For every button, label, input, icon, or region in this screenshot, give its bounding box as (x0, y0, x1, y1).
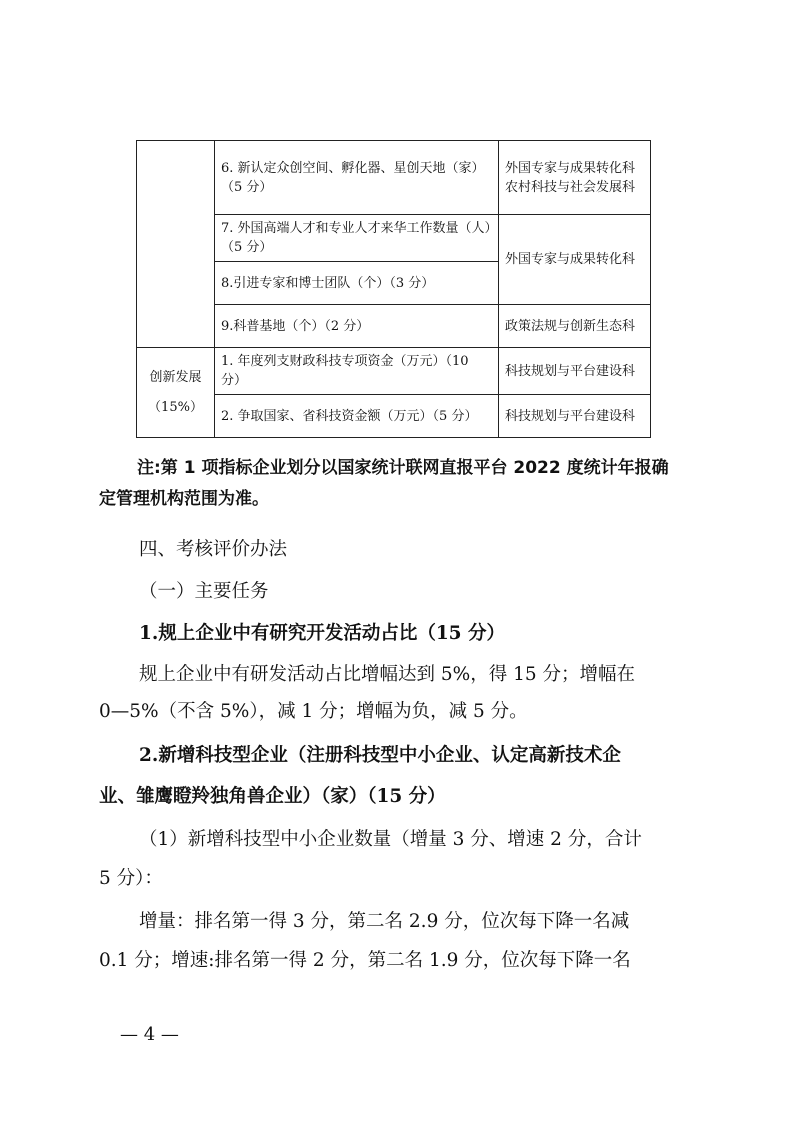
indicator-table (136, 140, 651, 438)
page-number: — 4 — (120, 1024, 179, 1045)
category-cell-empty (137, 141, 215, 348)
department-cell: 科技规划与平台建设科 (499, 348, 651, 395)
item-2-title: 2.新增科技型企业（注册科技型中小企业、认定高新技术企 (139, 745, 621, 766)
table-row (137, 305, 651, 348)
section-title-text: 四、考核评价办法 (139, 539, 288, 560)
item-2 (99, 740, 691, 976)
category-cell (137, 348, 215, 438)
item-1-line: 规上企业中有研发活动占比增幅达到 5%，得 15 分；增幅在 (139, 664, 636, 685)
item-2-sub1: （1）新增科技型中小企业数量（增量 3 分、增速 2 分，合计 (139, 829, 642, 850)
section-title (99, 534, 691, 565)
item-2-sub1: 5 分）： (99, 868, 163, 889)
department-cell: 外国专家与成果转化科 (499, 215, 651, 305)
department-cell: 科技规划与平台建设科 (499, 395, 651, 438)
item-1-line: 0—5%（不含 5%），减 1 分；增幅为负，减 5 分。 (99, 701, 528, 722)
note-line: 注:第 1 项指标企业划分以国家统计联网直报平台 2022 度统计年报确 (137, 458, 669, 478)
indicator-cell: 6. 新认定众创空间、孵化器、星创天地（家）（5 分） (215, 141, 499, 215)
table-note (99, 453, 691, 515)
department-line: 外国专家与成果转化科 农村科技与社会发展科 (505, 160, 636, 195)
indicator-cell: 2. 争取国家、省科技资金额（万元）（5 分） (215, 395, 499, 438)
department-cell: 政策法规与创新生态科 (499, 305, 651, 348)
table-row (137, 395, 651, 438)
item-2-detail: 0.1 分；增速:排名第一得 2 分，第二名 1.9 分，位次每下降一名 (99, 950, 631, 971)
item-1 (99, 618, 691, 727)
item-1-title: 1.规上企业中有研究开发活动占比（15 分） (139, 623, 505, 644)
subsection-title-text: （一）主要任务 (139, 581, 269, 602)
note-line: 定管理机构范围为准。 (99, 489, 269, 509)
table-row (137, 215, 651, 262)
table-row (137, 141, 651, 215)
category-name: 创新发展 (149, 369, 202, 385)
department-cell (499, 141, 651, 215)
subsection-title (99, 576, 691, 607)
table-row (137, 348, 651, 395)
indicator-cell: 8.引进专家和博士团队（个）（3 分） (215, 262, 499, 305)
indicator-cell: 9.科普基地（个）（2 分） (215, 305, 499, 348)
category-weight: （15%） (148, 399, 203, 415)
item-2-title: 业、雏鹰瞪羚独角兽企业）（家）（15 分） (99, 786, 446, 807)
indicator-cell: 7. 外国高端人才和专业人才来华工作数量（人）（5 分） (215, 215, 499, 262)
indicator-cell: 1. 年度列支财政科技专项资金（万元）（10 分） (215, 348, 499, 395)
item-2-detail: 增量：排名第一得 3 分，第二名 2.9 分，位次每下降一名减 (139, 911, 630, 932)
